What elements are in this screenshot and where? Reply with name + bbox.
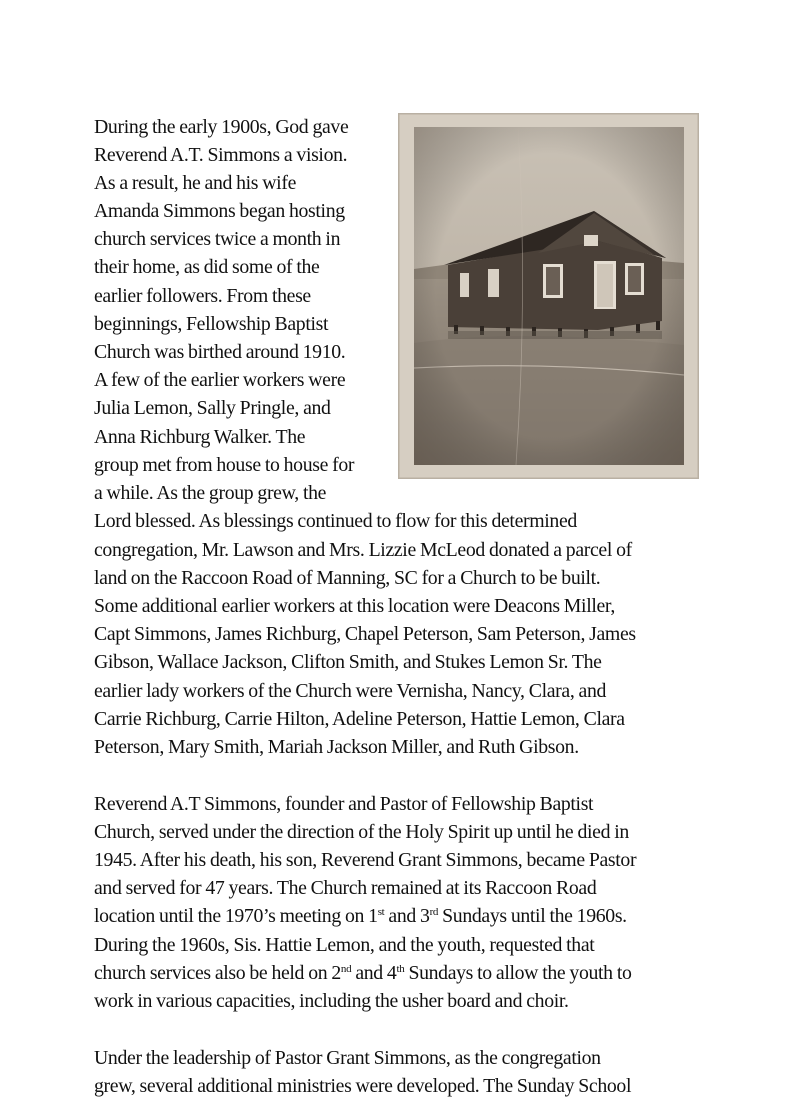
text-line: and served for 47 years. The Church remained at its Raccoon Road	[94, 877, 597, 899]
text-line: During the early 1900s, God gave	[94, 116, 349, 138]
text-line: Reverend A.T. Simmons a vision.	[94, 144, 348, 166]
ordinal-suffix: st	[377, 906, 385, 918]
text-line: 1945. After his death, his son, Reverend Grant Simmons, became Pastor	[94, 849, 637, 871]
text-line: earlier lady workers of the Church were Vernisha, Nancy, Clara, and	[94, 680, 607, 702]
text-line: Peterson, Mary Smith, Mariah Jackson Miller, and Ruth Gibson.	[94, 736, 579, 758]
text-run: church services also be held on 2	[94, 962, 341, 984]
text-line: Julia Lemon, Sally Pringle, and	[94, 397, 331, 419]
text-line: Anna Richburg Walker. The	[94, 426, 306, 448]
text-line: Gibson, Wallace Jackson, Clifton Smith, and Stukes Lemon Sr. The	[94, 651, 602, 673]
text-line: A few of the earlier workers were	[94, 369, 346, 391]
text-line: grew, several additional ministries were developed. The Sunday School	[94, 1075, 632, 1097]
ordinal-suffix: th	[396, 963, 405, 975]
text-line: Church was birthed around 1910.	[94, 341, 346, 363]
text-line: congregation, Mr. Lawson and Mrs. Lizzie McLeod donated a parcel of	[94, 539, 632, 561]
text-line: church services twice a month in	[94, 228, 341, 250]
text-run: and 3	[384, 905, 430, 927]
text-line: Church, served under the direction of the Holy Spirit up until he died in	[94, 821, 629, 843]
text-run: Sundays to allow the youth to	[404, 962, 632, 984]
text-line: Reverend A.T Simmons, founder and Pastor of Fellowship Baptist	[94, 793, 594, 815]
text-line: Under the leadership of Pastor Grant Simmons, as the congregation	[94, 1047, 601, 1069]
text-run: and 4	[351, 962, 397, 984]
text-line: work in various capacities, including the usher board and choir.	[94, 990, 569, 1012]
text-line: Some additional earlier workers at this location were Deacons Miller,	[94, 595, 615, 617]
text-line: During the 1960s, Sis. Hattie Lemon, and the youth, requested that	[94, 934, 595, 956]
text-line: their home, as did some of the	[94, 256, 320, 278]
text-line: Capt Simmons, James Richburg, Chapel Peterson, Sam Peterson, James	[94, 623, 636, 645]
text-line: land on the Raccoon Road of Manning, SC for a Church to be built.	[94, 567, 601, 589]
text-line: Carrie Richburg, Carrie Hilton, Adeline Peterson, Hattie Lemon, Clara	[94, 708, 625, 730]
text-line	[94, 959, 632, 987]
text-run: Sundays until the 1960s.	[438, 905, 627, 927]
text-line: earlier followers. From these	[94, 285, 311, 307]
text-line: beginnings, Fellowship Baptist	[94, 313, 329, 335]
text-line: group met from house to house for	[94, 454, 355, 476]
text-line: a while. As the group grew, the	[94, 482, 327, 504]
text-line	[94, 902, 627, 930]
text-line: Lord blessed. As blessings continued to flow for this determined	[94, 510, 577, 532]
text-line: Amanda Simmons began hosting	[94, 200, 345, 222]
text-line: As a result, he and his wife	[94, 172, 296, 194]
ordinal-suffix: nd	[340, 963, 352, 975]
church-building-photo	[398, 113, 699, 479]
ordinal-suffix: rd	[429, 906, 439, 918]
text-run: location until the 1970’s meeting on 1	[94, 905, 378, 927]
